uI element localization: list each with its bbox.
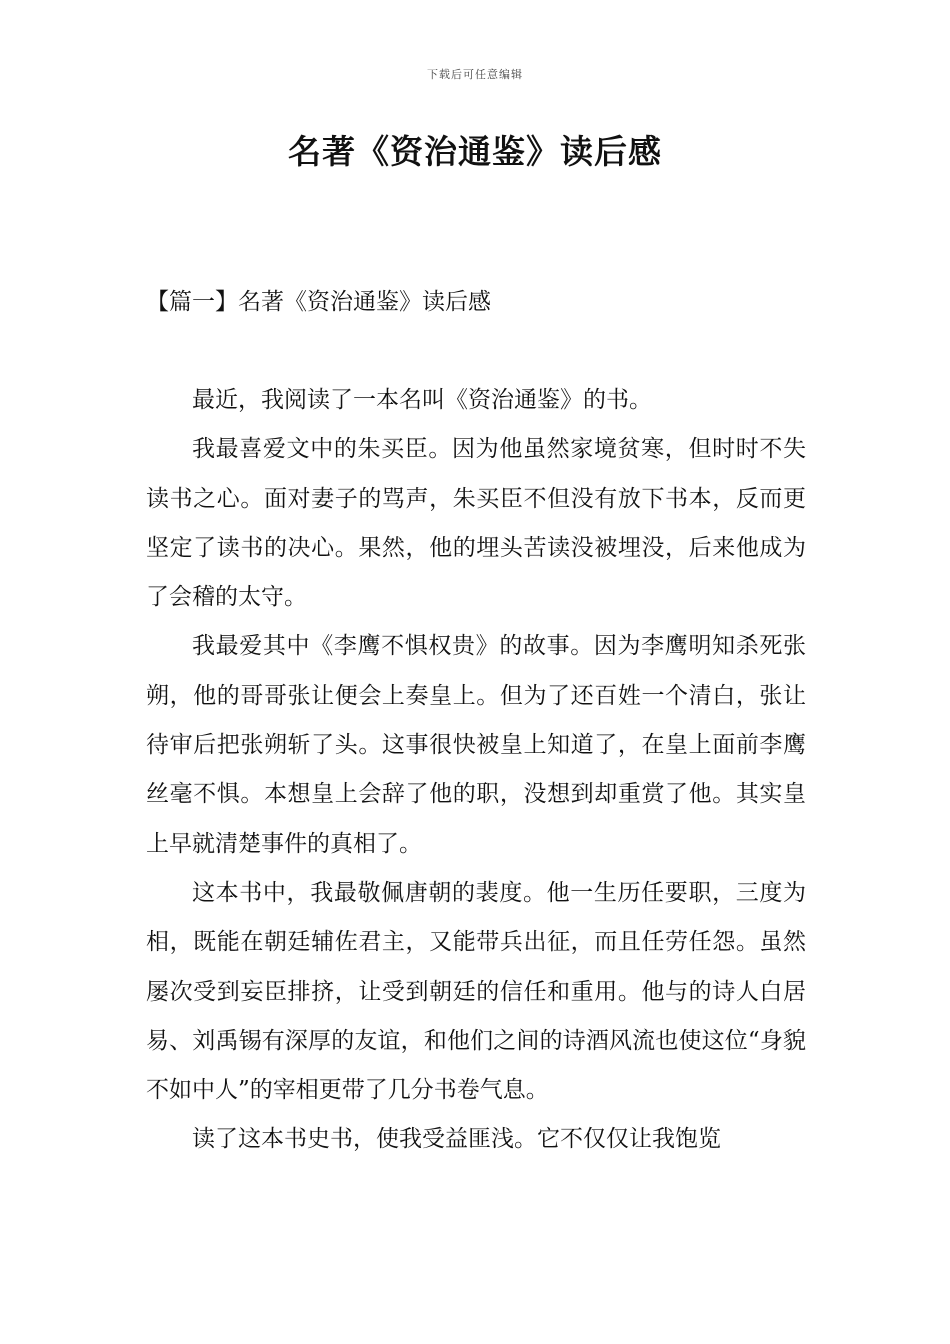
paragraph-5: 读了这本书史书，使我受益匪浅。它不仅仅让我饱览 [192, 1126, 721, 1153]
header-note: 下载后可任意编辑 [427, 68, 523, 81]
section-heading: 【篇一】名著《资治通鉴》读后感 [146, 289, 491, 315]
paragraph-4: 这本书中，我最敬佩唐朝的裴度。他一生历任要职，三度为相，既能在朝廷辅佐君主，又能带兵出征，而且任劳任怨。虽然屡次受到妄臣排挤，让受到朝廷的信任和重用。他与的诗人白居易、刘禹锡有深厚的友谊，和他们之间的诗酒风流也使这位“身貌不如中人”的宰相更带了几分书卷气息。 [146, 879, 806, 1104]
paragraph-1: 最近，我阅读了一本名叫《资治通鉴》的书。 [192, 387, 652, 413]
paragraph-2: 我最喜爱文中的朱买臣。因为他虽然家境贫寒，但时时不失读书之心。面对妻子的骂声，朱买臣不但没有放下书本，反而更坚定了读书的决心。果然，他的埋头苦读没被埋没，后来他成为了会稽的太守。 [146, 436, 806, 611]
body-text [146, 376, 806, 1165]
paragraph-3: 我最爱其中《李鹰不惧权贵》的故事。因为李鹰明知杀死张朔，他的哥哥张让便会上奏皇上。但为了还百姓一个清白，张让待审后把张朔斩了头。这事很快被皇上知道了，在皇上面前李鹰丝毫不惧。本想皇上会辞了他的职，没想到却重赏了他。其实皇上早就清楚事件的真相了。 [146, 633, 806, 857]
document-title: 名著《资治通鉴》读后感 [288, 132, 662, 171]
